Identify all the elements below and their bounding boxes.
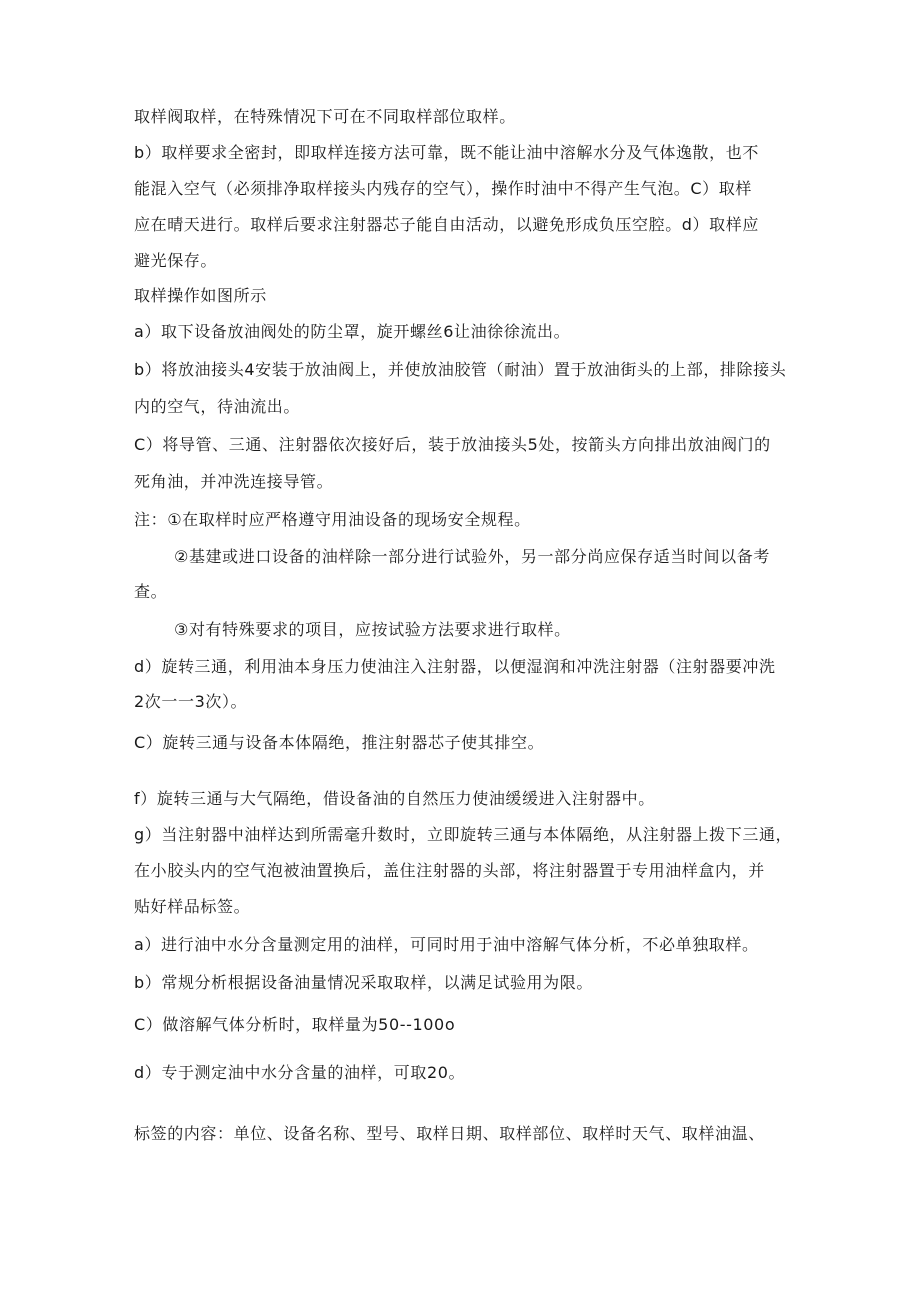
text-line: f）旋转三通与大气隔绝，借设备油的自然压力使油缓缓进入注射器中。 [134,789,655,808]
text-line: 注：①在取样时应严格遵守用油设备的现场安全规程。 [134,510,531,529]
text-line: C）将导管、三通、注射器依次接好后，装于放油接头5处，按箭头方向排出放油阀门的 [134,435,771,454]
text-line: 查。 [134,582,168,601]
text-line: 内的空气，待油流出。 [134,397,301,416]
text-line: g）当注射器中油样达到所需毫升数时，立即旋转三通与本体隔绝，从注射器上拨下三通， [134,825,793,844]
text-line: 能混入空气（必须排净取样接头内残存的空气），操作时油中不得产生气泡。C）取样 [134,179,752,198]
text-line: 标签的内容：单位、设备名称、型号、取样日期、取样部位、取样时天气、取样油温、 [134,1124,765,1143]
text-line: 避光保存。 [134,251,218,270]
text-line: ②基建或进口设备的油样除一部分进行试验外，另一部分尚应保存适当时间以备考 [174,547,770,566]
text-line: 贴好样品标签。 [134,897,251,916]
text-line: 取样阀取样，在特殊情况下可在不同取样部位取样。 [134,107,516,126]
text-line: b）将放油接头4安装于放油阀上，并使放油胶管（耐油）置于放油街头的上部，排除接头 [134,360,787,379]
text-line: b）常规分析根据设备油量情况采取取样，以满足试验用为限。 [134,973,593,992]
text-line: a）取下设备放油阀处的防尘罩，旋开螺丝6让油徐徐流出。 [134,322,571,341]
text-line: C）做溶解气体分析时，取样量为50--100o [134,1015,456,1034]
text-line: d）旋转三通，利用油本身压力使油注入注射器，以便湿润和冲洗注射器（注射器要冲洗 [134,657,776,676]
text-line: 在小胶头内的空气泡被油置换后，盖住注射器的头部，将注射器置于专用油样盒内，并 [134,861,765,880]
text-line: a）进行油中水分含量测定用的油样，可同时用于油中溶解气体分析，不必单独取样。 [134,935,759,954]
text-line: 死角油，并冲洗连接导管。 [134,472,334,491]
text-line: b）取样要求全密封，即取样连接方法可靠，既不能让油中溶解水分及气体逸散，也不 [134,143,759,162]
text-line: 取样操作如图所示 [134,286,267,305]
text-line: C）旋转三通与设备本体隔绝，推注射器芯子使其排空。 [134,733,545,752]
text-line: 2次一一3次）。 [134,692,248,711]
text-line: 应在晴天进行。取样后要求注射器芯子能自由活动，以避免形成负压空腔。d）取样应 [134,215,759,234]
text-line: ③对有特殊要求的项目，应按试验方法要求进行取样。 [174,620,571,639]
text-line: d）专于测定油中水分含量的油样，可取20。 [134,1063,466,1082]
